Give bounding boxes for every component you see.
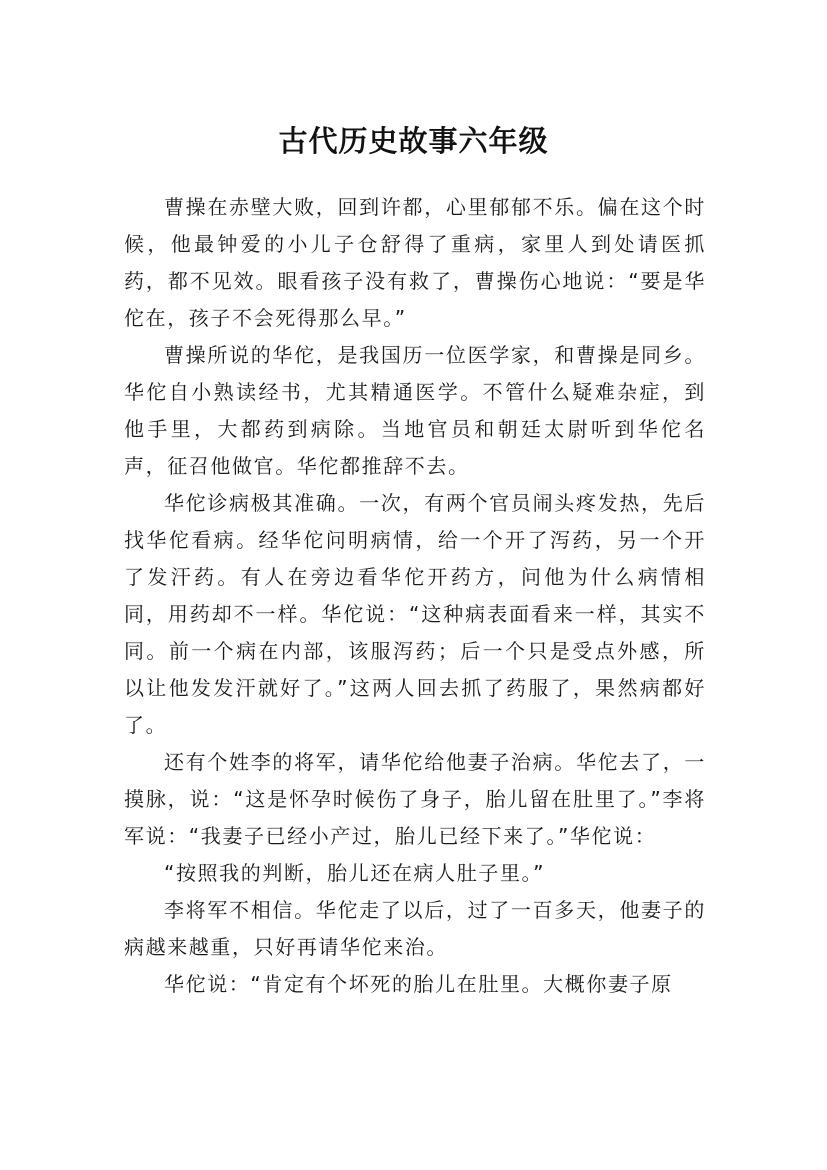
paragraph: 曹操在赤壁大败，回到许都，心里郁郁不乐。偏在这个时候，他最钟爱的小儿子仓舒得了重病，家里人到处请医抓药，都不见效。眼看孩子没有救了，曹操伤心地说：“要是华佗在，孩子不会死得那么早。”	[124, 195, 706, 330]
paragraph: 华佗诊病极其准确。一次，有两个官员闹头疼发热，先后找华佗看病。经华佗问明病情，给一个开了泻药，另一个开了发汗药。有人在旁边看华佗开药方，问他为什么病情相同，用药却不一样。华佗说：“这种病表面看来一样，其实不同。前一个病在内部，该服泻药；后一个只是受点外感，所以让他发发汗就好了。”这两人回去抓了药服了，果然病都好了。	[124, 491, 706, 737]
paragraph: 曹操所说的华佗，是我国历一位医学家，和曹操是同乡。华佗自小熟读经书，尤其精通医学。不管什么疑难杂症，到他手里，大都药到病除。当地官员和朝廷太尉听到华佗名声，征召他做官。华佗都推辞不去。	[124, 343, 706, 478]
paragraph: “按照我的判断，胎儿还在病人肚子里。”	[164, 861, 546, 885]
paragraph: 华佗说：“肯定有个坏死的胎儿在肚里。大概你妻子原	[164, 972, 673, 996]
paragraph: 还有个姓李的将军，请华佗给他妻子治病。华佗去了，一摸脉，说：“这是怀孕时候伤了身子，胎儿留在肚里了。”李将军说：“我妻子已经小产过，胎儿已经下来了。”华佗说：	[124, 750, 706, 848]
document-title: 古代历史故事六年级	[278, 124, 549, 159]
paragraph: 李将军不相信。华佗走了以后，过了一百多天，他妻子的病越来越重，只好再请华佗来治。	[124, 898, 706, 959]
document-body	[124, 189, 706, 1003]
